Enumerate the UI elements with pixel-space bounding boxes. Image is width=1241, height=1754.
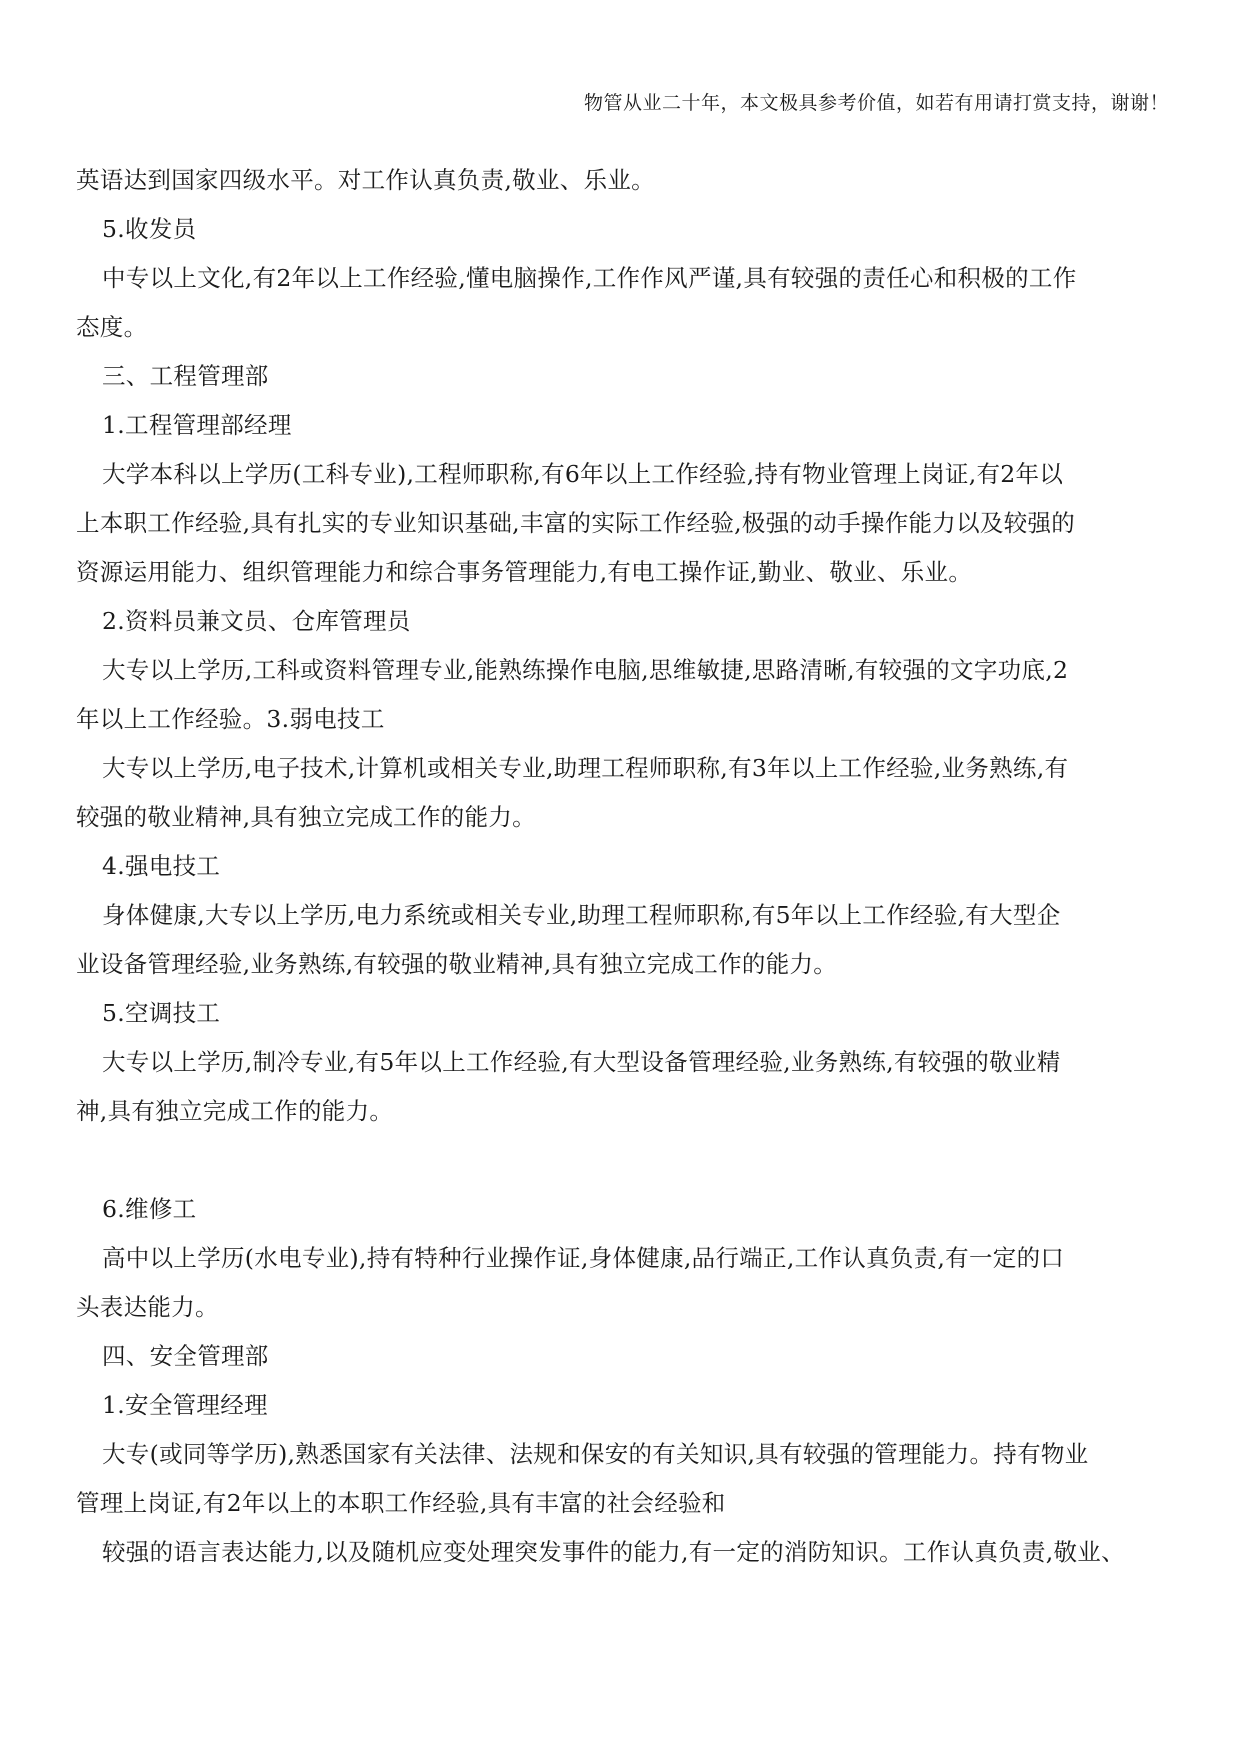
paragraph-line: 中专以上文化,有2年以上工作经验,懂电脑操作,工作作风严谨,具有较强的责任心和积极的工作 [102, 264, 1077, 292]
paragraph-line: 大专(或同等学历),熟悉国家有关法律、法规和保安的有关知识,具有较强的管理能力。持有物业 [102, 1440, 1089, 1468]
paragraph-line: 年以上工作经验。3.弱电技工 [76, 705, 385, 733]
section-heading: 1.安全管理经理 [102, 1391, 268, 1419]
paragraph-line: 业设备管理经验,业务熟练,有较强的敬业精神,具有独立完成工作的能力。 [76, 950, 838, 978]
paragraph-line: 资源运用能力、组织管理能力和综合事务管理能力,有电工操作证,勤业、敬业、乐业。 [76, 558, 973, 586]
paragraph-line: 上本职工作经验,具有扎实的专业知识基础,丰富的实际工作经验,极强的动手操作能力以及较强的 [76, 509, 1076, 537]
section-heading: 5.收发员 [102, 215, 197, 243]
header-note: 物管从业二十年，本文极具参考价值，如若有用请打赏支持，谢谢！ [583, 92, 1169, 114]
paragraph-line: 较强的敬业精神,具有独立完成工作的能力。 [76, 803, 536, 831]
paragraph-line: 头表达能力。 [76, 1293, 219, 1321]
section-heading: 5.空调技工 [102, 999, 221, 1027]
paragraph-line: 大学本科以上学历(工科专业),工程师职称,有6年以上工作经验,持有物业管理上岗证,有2年以 [102, 460, 1064, 488]
document-body [76, 156, 1172, 1577]
paragraph-line: 身体健康,大专以上学历,电力系统或相关专业,助理工程师职称,有5年以上工作经验,有大型企 [102, 901, 1061, 929]
section-heading: 6.维修工 [102, 1195, 197, 1223]
paragraph-line: 较强的语言表达能力,以及随机应变处理突发事件的能力,有一定的消防知识。工作认真负责,敬业、 [102, 1538, 1125, 1566]
paragraph-line: 大专以上学历,制冷专业,有5年以上工作经验,有大型设备管理经验,业务熟练,有较强的敬业精 [102, 1048, 1061, 1076]
blank-gap [76, 1136, 1172, 1185]
paragraph-line: 大专以上学历,电子技术,计算机或相关专业,助理工程师职称,有3年以上工作经验,业务熟练,有 [102, 754, 1069, 782]
section-heading: 四、安全管理部 [102, 1342, 269, 1370]
paragraph-line: 高中以上学历(水电专业),持有特种行业操作证,身体健康,品行端正,工作认真负责,有一定的口 [102, 1244, 1065, 1272]
paragraph-line: 大专以上学历,工科或资料管理专业,能熟练操作电脑,思维敏捷,思路清晰,有较强的文字功底,2 [102, 656, 1069, 684]
paragraph-line: 管理上岗证,有2年以上的本职工作经验,具有丰富的社会经验和 [76, 1489, 726, 1517]
paragraph-line: 英语达到国家四级水平。对工作认真负责,敬业、乐业。 [76, 166, 655, 194]
paragraph-line: 神,具有独立完成工作的能力。 [76, 1097, 394, 1125]
section-heading: 1.工程管理部经理 [102, 411, 292, 439]
section-heading: 4.强电技工 [102, 852, 221, 880]
paragraph-line: 态度。 [76, 313, 148, 341]
section-heading: 三、工程管理部 [102, 362, 269, 390]
section-heading: 2.资料员兼文员、仓库管理员 [102, 607, 411, 635]
